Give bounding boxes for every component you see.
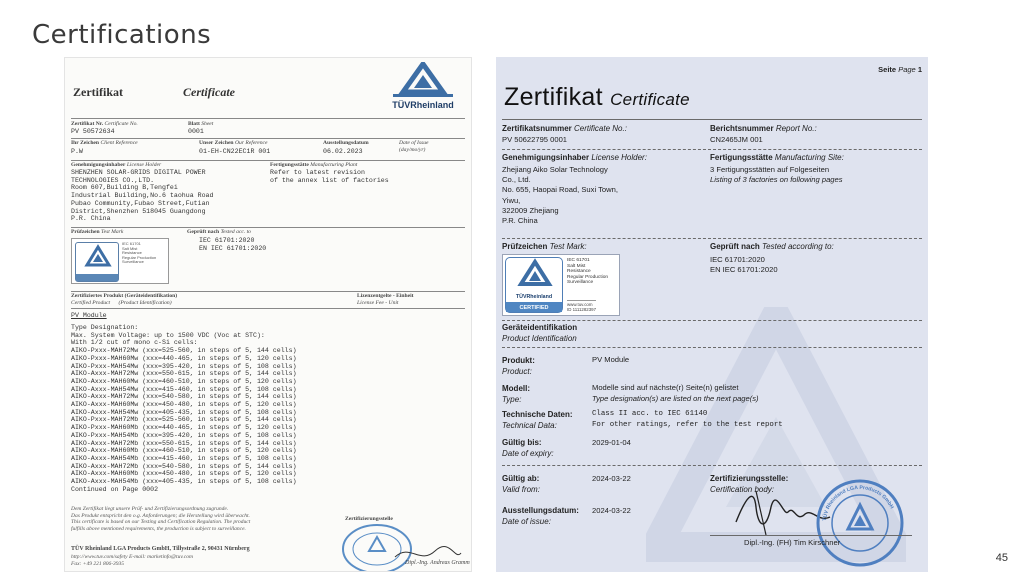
tested-label: Geprüft nach Tested according to: [710,242,834,251]
site-line-en: Listing of 3 factories on following pages [710,175,843,184]
plant-value [270,169,389,184]
type-line: AIKO-Axxx-MAH60Mw (xxx=460-510, in steps of 5, 120 cells) [71,377,297,385]
type-line: AIKO-Axxx-MAH54Mb (xxx=405-435, in steps of 5, 108 cells) [71,478,297,486]
product-label: Zertifiziertes Produkt (Geräteidentifikation) Certified Product (Product Identification) [71,293,178,306]
product-identification-label: Geräteidentifikation Product Identification [502,323,578,343]
tested-standards [710,255,778,275]
plant-label: Fertigungsstätte Manufacturing Plant [270,162,358,168]
type-line: AIKO-Axxx-MAH60Mb (xxx=460-510, in steps of 5, 120 cells) [71,447,297,455]
issue-date-value: 06.02.2023 [323,148,363,155]
test-mark [71,238,169,284]
holder-label: Genehmigungsinhaber License Holder: [502,153,647,162]
signature-line [710,535,912,536]
cert-no-value: PV 50572634 [71,128,115,135]
valid-from-value: 2024-03-22 [592,474,631,483]
contact-line: http://www.tuv.com/safety E-mail: marketinfo@tuv.com [71,554,193,560]
divider [502,347,922,348]
cert-left-title-en: Certificate [183,85,235,99]
type-line: AIKO-Pxxx-MAH60Mb (xxx=440-465, in steps of 5, 120 cells) [71,424,297,432]
holder-line: SHENZHEN SOLAR-GRIDS DIGITAL POWER [71,169,206,176]
holder-line: Co., Ltd. [502,175,531,185]
badge-certified: CERTIFIED [519,305,549,311]
company-line: TÜV Rheinland LGA Products GmbH, Tillystraße 2, 90431 Nürnberg [71,546,250,552]
page-indicator: Seite Page 1 [878,65,922,74]
type-line: AIKO-Axxx-MAH60Mw (xxx=450-480, in steps of 5, 120 cells) [71,401,297,409]
test-mark-text: IEC 61701 Salt Mist Resistance Regular Production Surveillance [122,241,157,265]
holder-address [71,169,213,223]
holder-line: District,Shenzhen 518045 Guangdong [71,207,206,215]
sheet-value: 0001 [188,128,204,135]
divider [71,160,465,161]
model-label: Modell: Type: [502,384,530,404]
issue-date-value: 2024-03-22 [592,506,631,515]
holder-line: Yiwu, [502,195,521,205]
footer-line: Dem Zertifikat liegt unsere Prüf- und Zertifizierungsordnung zugrunde. [71,506,229,512]
type-line: Max. System Voltage: up to 1500 VDC (Voc at STC): [71,331,265,339]
cert-no-label: Zertifikatsnummer Certificate No.: [502,124,627,133]
sheet-label: Blatt Sheet [188,121,214,127]
tested-label: Geprüft nach Tested acc. to [187,229,251,235]
issue-date-label-en: Date of Issue (day/mo/yr) [399,140,429,153]
holder-line: 322009 Zhejiang [502,205,559,215]
product-value: PV Module [592,355,630,364]
signer-name: Dipl.-Ing. Andreas Gramm [405,560,470,566]
site-label: Fertigungsstätte Manufacturing Site: [710,153,844,162]
our-ref-label: Unser Zeichen Our Reference [199,140,268,146]
tuv-certified-badge [75,242,119,282]
tuv-rheinland-logo [387,62,459,114]
client-ref-value: P.W [71,148,83,155]
product-label: Produkt: Product: [502,356,535,376]
tested-line: IEC 61701:2020 [710,255,765,264]
test-mark-id: www.tuv.com ID 1111282397 [567,301,597,312]
valid-from-label: Gültig ab: Valid from: [502,474,540,494]
type-designation-list [71,324,297,493]
divider [71,138,465,139]
holder-line: Zhejiang Aiko Solar Technology [502,165,608,174]
certification-stamp [804,477,916,569]
test-mark-text: IEC 61701 Salt Mist Resistance Regular Production Surveillance [567,258,609,286]
tech-data-line: For other ratings, refer to the test report [592,421,783,429]
client-ref-label: Ihr Zeichen Client Reference [71,140,138,146]
holder-line: P.R. China [502,216,538,226]
test-mark-label: Prüfzeichen Test Mark: [502,242,587,251]
divider [502,238,922,239]
holder-line: Pubao Community,Fubao Street,Futian [71,199,210,207]
tested-line: EN IEC 61701:2020 [199,244,267,252]
cert-no-label: Zertifikat Nr. Certificate No. [71,121,138,127]
site-line: 3 Fertigungsstätten auf Folgeseiten [710,165,830,174]
tested-line: EN IEC 61701:2020 [710,265,778,275]
model-value-en: Type designation(s) are listed on the next page(s) [592,394,759,403]
holder-address [502,165,618,226]
divider [71,227,465,228]
tuv-triangle-icon [76,243,120,273]
tuv-rheinland-logo-text: TÜVRheinland [392,100,454,110]
divider [71,118,465,119]
issue-date-label: Ausstellungsdatum [323,140,369,146]
holder-label: Genehmigungsinhaber License Holder [71,162,162,168]
badge-brand: TÜVRheinland [515,294,553,300]
cert-body-label: Zertifizierungsstelle [345,516,393,522]
type-line: AIKO-Axxx-MAH72Mb (xxx=540-580, in steps of 5, 144 cells) [71,462,297,470]
license-fee-label: Lizenzentgelte - Einheit License Fee - Unit [357,293,414,306]
divider [502,149,922,150]
page-number: 45 [995,552,1008,564]
holder-line: Industrial Building,No.6 taohua Road [71,192,214,200]
tuv-triangle-icon [506,258,564,288]
type-line: With 1/2 cut of mono c-Si cells: [71,339,198,347]
divider [502,119,922,120]
divider [502,320,922,321]
signer-name: Dipl.-Ing. (FH) Tim Kirschner [744,538,841,547]
holder-line: P.R. China [71,215,111,223]
type-line: AIKO-Axxx-MAH54Mb (xxx=415-460, in steps of 5, 108 cells) [71,454,297,462]
type-line: Continued on Page 0002 [71,485,159,493]
certified-bar [76,274,118,281]
plant-line: Refer to latest revision [270,169,365,176]
type-line: AIKO-Pxxx-MAH54Mw (xxx=395-420, in steps of 5, 108 cells) [71,362,297,370]
type-line: AIKO-Pxxx-MAH72Mw (xxx=525-560, in steps of 5, 144 cells) [71,347,297,355]
tech-data-label: Technische Daten: Technical Data: [502,410,573,430]
type-line: AIKO-Axxx-MAH60Mb (xxx=450-480, in steps of 5, 120 cells) [71,470,297,478]
cert-no-value: PV 50622795 0001 [502,135,568,144]
holder-line: Room 607,Building B,Tengfei [71,184,178,192]
test-mark-label: Prüfzeichen Test Mark [71,229,124,235]
holder-line: TECHNOLOGIES CO.,LTD. [71,176,155,184]
test-mark [502,254,620,316]
footer-line: Das Produkt entspricht den o.g. Anforderungen; die Herstellung wird überwacht. [71,512,250,519]
tech-data-line: Class II acc. to IEC 61140 [592,410,708,418]
holder-line: No. 655, Haopai Road, Suxi Town, [502,185,618,195]
stamp-text: TÜV Rheinland LGA Products GmbH [822,484,895,522]
expiry-value: 2029-01-04 [592,438,631,447]
footer-line: fulfills above mentioned requirements, the production is subject to surveillance. [71,525,246,532]
divider [502,465,922,466]
slide-title: Certifications [32,20,212,50]
tested-standards [199,237,266,252]
expiry-label: Gültig bis: Date of expiry: [502,438,554,458]
tested-line: IEC 61701:2020 [199,237,255,244]
report-no-label: Berichtsnummer Report No.: [710,124,817,133]
report-no-value: CN2465JM 001 [710,135,763,144]
certificate-right [496,57,928,572]
plant-line: of the annex list of factories [270,176,389,184]
cert-right-title: Zertifikat Certificate [504,83,690,111]
contact-info [71,554,193,567]
type-line: AIKO-Axxx-MAH54Mw (xxx=415-460, in steps of 5, 108 cells) [71,385,297,393]
cert-left-title-de: Zertifikat [73,85,123,99]
cert-body-label: Zertifizierungsstelle: Certification body: [710,474,789,494]
type-line: AIKO-Pxxx-MAH54Mb (xxx=395-420, in steps of 5, 108 cells) [71,431,297,439]
product-name: PV Module [71,312,107,319]
contact-line: Fax: +49 221 806-3935 [71,560,125,567]
type-line: AIKO-Axxx-MAH54Mw (xxx=405-435, in steps of 5, 108 cells) [71,408,297,416]
our-ref-value: 01-EH-CN22EC1R 001 [199,148,271,155]
divider [71,308,465,309]
type-line: AIKO-Axxx-MAH72Mw (xxx=540-580, in steps of 5, 144 cells) [71,393,297,401]
type-line: AIKO-Pxxx-MAH72Mb (xxx=525-560, in steps of 5, 144 cells) [71,416,297,424]
regulation-footer [71,506,250,532]
issue-date-label: Ausstellungsdatum: Date of issue: [502,506,579,526]
type-line: AIKO-Axxx-MAH72Mb (xxx=550-615, in steps of 5, 144 cells) [71,439,297,447]
type-line: AIKO-Pxxx-MAH60Mw (xxx=440-465, in steps of 5, 120 cells) [71,354,297,362]
model-value: Modelle sind auf nächste(r) Seite(n) gelistet [592,383,739,392]
type-line: Type Designation: [71,324,139,331]
divider [71,291,465,292]
tuv-certified-badge [505,257,563,313]
footer-line: This certificate is based on our Testing and Certification Regulation. The product [71,519,251,525]
certificate-left [64,57,472,572]
type-line: AIKO-Axxx-MAH72Mw (xxx=550-615, in steps of 5, 144 cells) [71,370,297,378]
